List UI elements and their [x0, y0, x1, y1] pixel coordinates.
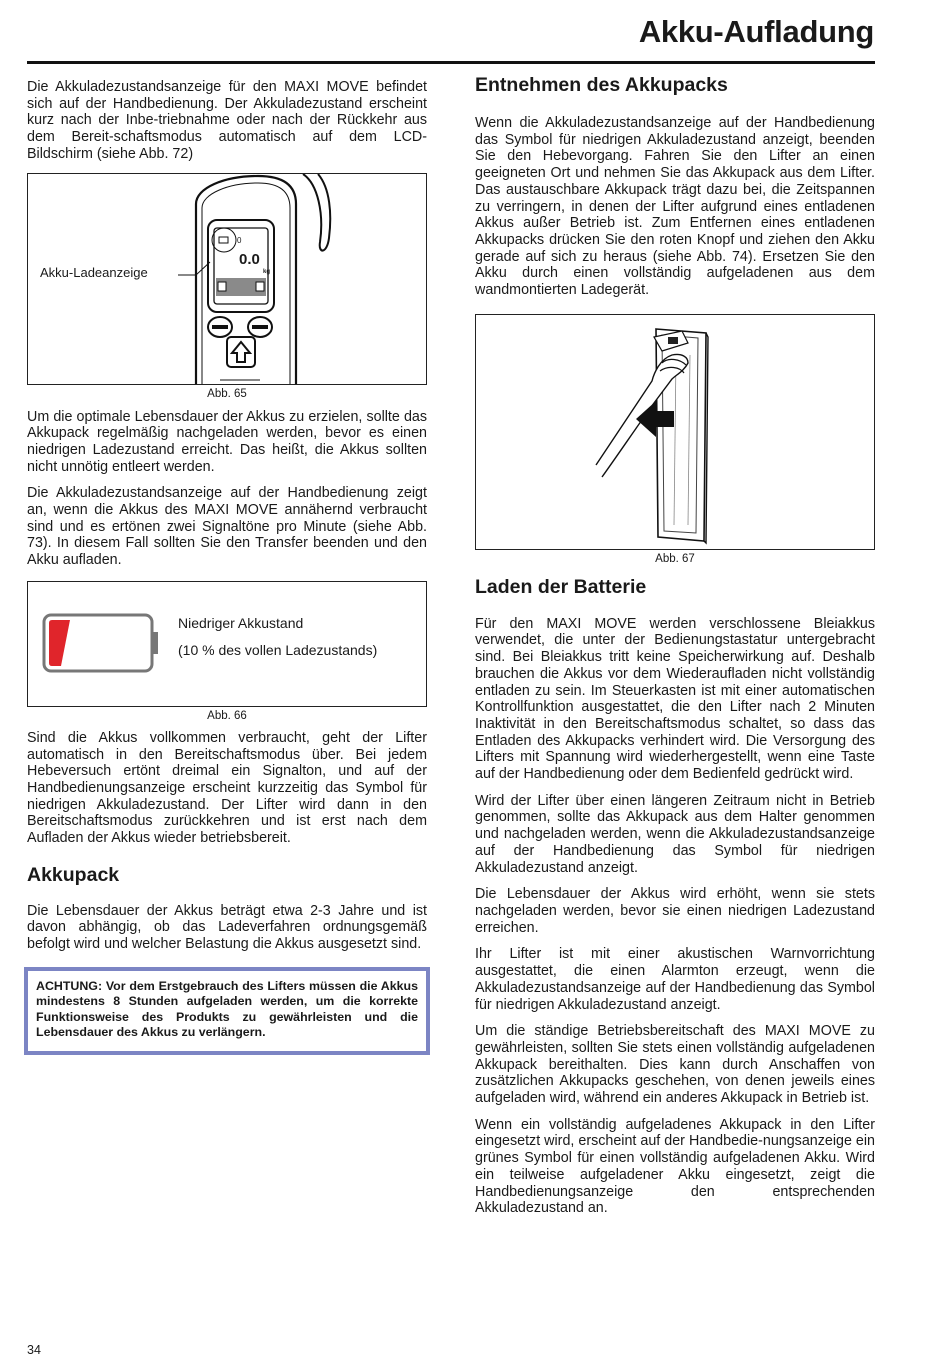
low-battery-icon — [42, 613, 162, 677]
display-zero: 0 — [237, 235, 242, 245]
low-battery-title: Niedriger Akkustand — [178, 614, 304, 631]
figure-65 — [27, 173, 427, 385]
figure-65-caption: Abb. 65 — [207, 387, 247, 400]
remove-pack-heading: Entnehmen des Akkupacks — [475, 74, 728, 96]
right-column — [475, 74, 875, 1227]
charging-paragraph-4: Ihr Lifter ist mit einer akustischen Warnvorrichtung ausgestattet, die einen Alarmton erzeugt, wenn die Akkuladezustandsanzeige auf der Handbedienung das Symbol für niedrigen Akkuladezustand anzeigt. — [475, 946, 875, 1013]
low-battery-paragraph: Die Akkuladezustandsanzeige auf der Handbedienung zeigt an, wenn die Akkus des MAXI MOVE annähernd verbraucht sind und es ertönen zwei Signaltöne pro Minute (siehe Abb. 73). In diesem Fall sollten Sie den Transfer beenden und den Akku aufladen. — [27, 485, 427, 569]
intro-paragraph: Die Akkuladezustandsanzeige für den MAXI MOVE befindet sich auf der Handbedienung. Der Akkuladezustand erscheint kurz nach der Inbe-triebnahme oder nach der Rückkehr aus dem Bereit-schaftsmodus automatisch auf dem LCD-Bildschirm (siehe Abb. 72) — [27, 79, 427, 162]
remove-pack-paragraph: Wenn die Akkuladezustandsanzeige auf der Handbedienung das Symbol für niedrigen Akkuladezustand anzeigt, beenden Sie den Hebevorgang. Fahren Sie den Lifter an einen geeigneten Ort und nehmen Sie das Akkupack aus dem Lifter. Das austauschbare Akkupack trägt dazu bei, die Zeitspannen zu verringern, in denen der Lifter aufgrund eines entladenen Akkus außer Betrieb ist. Zum Entfernen eines entladenen Akkupacks drücken Sie den roten Knopf und ziehen den Akku gerade auf sich zu heraus (siehe Abb. 74). Ersetzen Sie den Akku durch einen vollständig aufgeladenen aus dem wandmontierten Ladegerät. — [475, 115, 875, 299]
charging-heading: Laden der Batterie — [475, 575, 647, 598]
lifespan-paragraph: Um die optimale Lebensdauer der Akkus zu erzielen, sollte das Akkupack regelmäßig nachgeladen werden, bevor es einen niedrigen Ladezustand erreicht. Das heißt, die Akkus sollten nicht unnötig entleert werden. — [27, 408, 427, 475]
akkupack-paragraph: Die Lebensdauer der Akkus beträgt etwa 2-3 Jahre und ist davon abhängig, ob das Ladeverfahren ordnungsgemäß befolgt wird und welcher Belastung die Akkus ausgesetzt sind. — [27, 902, 427, 953]
warning-text: ACHTUNG: Vor dem Erstgebrauch des Lifters müssen die Akkus mindestens 8 Stunden aufgeladen werden, um die korrekte Funktionsweise des Produkts zu gewährleisten und die Lebensdauer des Akkus zu verlängern. — [36, 978, 418, 1040]
low-battery-detail: (10 % des vollen Ladezustands) — [178, 641, 378, 658]
figure-66 — [27, 581, 427, 707]
page-number: 34 — [27, 1343, 41, 1357]
display-weight-value: 0.0 — [239, 250, 260, 268]
figure-67 — [475, 314, 875, 550]
charging-paragraph-2: Wird der Lifter über einen längeren Zeitraum nicht in Betrieb genommen, sollte das Akkupack aus dem Halter genommen und nachgeladen werden, wenn die Akkuladezustandsanzeige auf der Handbedienung das Symbol für niedrigen Akkuladezustand anzeigt. — [475, 792, 875, 876]
figure-67-caption: Abb. 67 — [655, 552, 695, 565]
charging-paragraph-3: Die Lebensdauer der Akkus wird erhöht, wenn sie stets nachgeladen werden, bevor sie einen niedrigen Ladezustand erreichen. — [475, 886, 875, 936]
charging-paragraph-1: Für den MAXI MOVE werden verschlossene Bleiakkus verwendet, die unter der Bedienungstastatur untergebracht sind. Bei Bleiakkus tritt keine Speicherwirkung auf. Deshalb brauchen die Akkus vor dem Wiederaufladen nicht vollständig entladen zu sein. Im Steuerkasten ist mit einer automatischen Kontrollfunktion ausgestattet, die den Lifter nach 2 Minuten Inaktivität in den Bereitschaftsmodus schaltet, so dass das Entladen des Akkupacks verhindert wird. Die Versorgung des Lifters mit Spannung wird wiederhergestellt, wenn eine Taste auf der Handbedienung oder dem Bedienfeld gedrückt wird. — [475, 615, 875, 783]
battery-indicator-label: Akku-Ladeanzeige — [40, 264, 148, 280]
figure-66-caption: Abb. 66 — [207, 709, 247, 722]
hand-control-illustration — [28, 174, 428, 384]
standby-paragraph: Sind die Akkus vollkommen verbraucht, geht der Lifter automatisch in den Bereitschaftsmodus über. Bei jedem Hebeversuch ertönt dreimal ein Signalton, und auf der Handbedienungsanzeige erscheint kurzzeitig das Symbol für niedrigen Akkuladezustand. Der Lifter wird dann in den Bereitschaftsmodus zurückkehren und ist erst nach dem Aufladen der Akkus wieder betriebsbereit. — [27, 729, 427, 847]
left-column — [27, 79, 427, 1055]
warning-box — [24, 967, 430, 1055]
title-rule — [27, 61, 875, 64]
battery-removal-illustration — [476, 315, 874, 549]
charging-paragraph-5: Um die ständige Betriebsbereitschaft des MAXI MOVE zu gewährleisten, sollten Sie stets einen vollständig aufgeladenen Akkupack bereithalten. Dies kann durch Anschaffen von zusätzlichen Akkupacks geschehen, von denen jeweils eines aufgeladen wird, während ein anderes Akkupack in Betrieb ist. — [475, 1023, 875, 1107]
display-weight-unit: kg — [263, 268, 271, 275]
akkupack-heading: Akkupack — [27, 863, 120, 886]
page-title: Akku-Aufladung — [638, 14, 874, 49]
charging-paragraph-6: Wenn ein vollständig aufgeladenes Akkupack in den Lifter eingesetzt wird, erscheint auf der Handbedie-nungsanzeige ein grünes Symbol für einen vollständig aufgeladenen Akku. Wird ein teilweise aufgeladener Akku eingesetzt, zeigt die Handbedienungsanzeige den entsprechenden Akkuladezustand an. — [475, 1116, 875, 1217]
